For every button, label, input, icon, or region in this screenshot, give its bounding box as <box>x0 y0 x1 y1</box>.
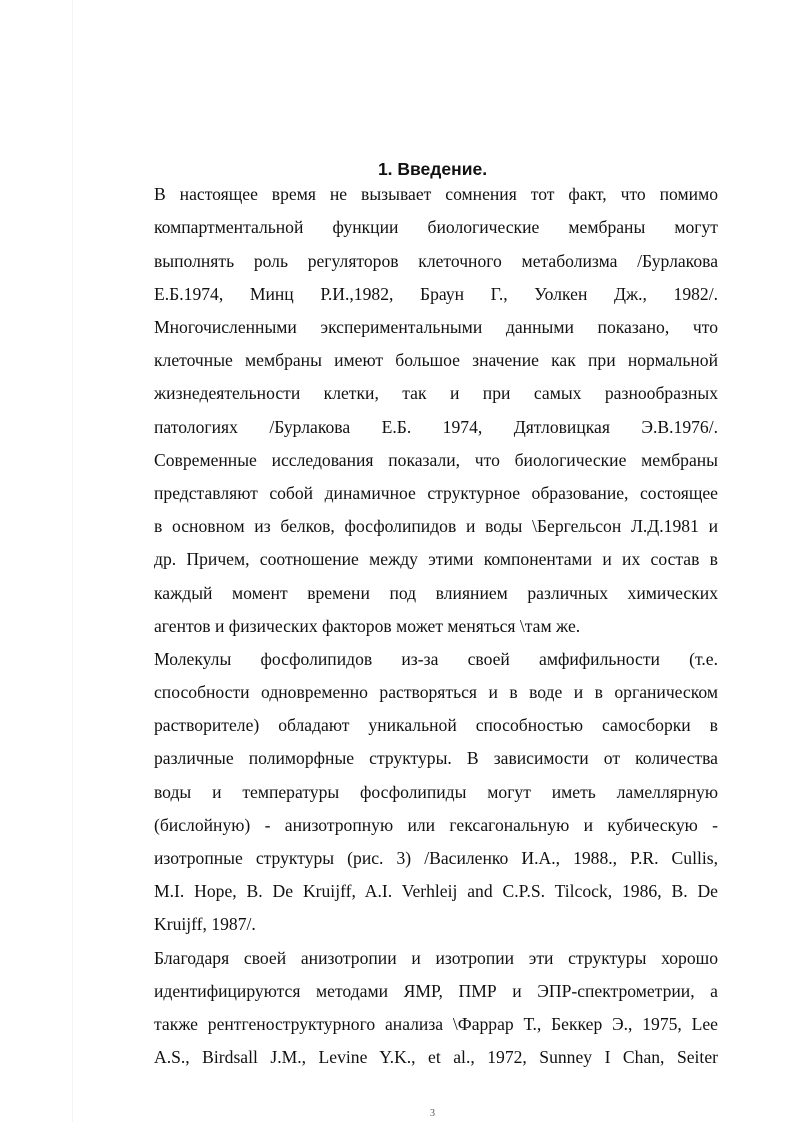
text-line: жизнедеятельности клетки, так и при самых разнообразных <box>154 383 718 403</box>
text-line: компартментальной функции биологические мембраны могут <box>154 217 718 237</box>
text-line: Е.Б.1974, Минц Р.И.,1982, Браун Г., Уолкен Дж., 1982/. <box>154 284 718 304</box>
text-line: Благодаря своей анизотропии и изотропии эти структуры хорошо <box>154 948 718 968</box>
text-line: способности одновременно растворяться и в воде и в органическом <box>154 682 718 702</box>
text-line: растворителе) обладают уникальной способностью самосборки в <box>154 715 718 735</box>
text-line: (бислойную) - анизотропную или гексагональную и кубическую - <box>154 815 718 835</box>
text-line: также рентгеноструктурного анализа \Фаррар Т., Беккер Э., 1975, Lee <box>154 1014 718 1034</box>
text-line: клеточные мембраны имеют большое значение как при нормальной <box>154 350 718 370</box>
section-heading: 1. Введение. <box>377 159 488 179</box>
page-number: 3 <box>430 1108 435 1119</box>
text-line: Многочисленными экспериментальными данными показано, что <box>154 317 718 337</box>
text-line: A.S., Birdsall J.M., Levine Y.K., et al., 1972, Sunney I Chan, Seiter <box>154 1047 718 1067</box>
text-line: различные полиморфные структуры. В зависимости от количества <box>154 748 718 768</box>
text-line: идентифицируются методами ЯМР, ПМР и ЭПР-спектрометрии, а <box>154 981 718 1001</box>
text-line: Kruijff, 1987/. <box>154 914 256 934</box>
text-line: патологиях /Бурлакова Е.Б. 1974, Дятловицкая Э.В.1976/. <box>154 417 718 437</box>
text-line: M.I. Hope, B. De Kruijff, A.I. Verhleij and C.P.S. Tilcock, 1986, B. De <box>154 881 718 901</box>
text-line: В настоящее время не вызывает сомнения тот факт, что помимо <box>154 184 718 204</box>
text-line: представляют собой динамичное структурное образование, состоящее <box>154 483 718 503</box>
text-line: каждый момент времени под влиянием различных химических <box>154 583 718 603</box>
text-line: др. Причем, соотношение между этими компонентами и их состав в <box>154 549 718 569</box>
text-line: воды и температуры фосфолипиды могут иметь ламеллярную <box>154 782 718 802</box>
text-line: в основном из белков, фосфолипидов и воды \Бергельсон Л.Д.1981 и <box>154 516 718 536</box>
text-line: агентов и физических факторов может меняться \там же. <box>154 616 581 636</box>
text-line: выполнять роль регуляторов клеточного метаболизма /Бурлакова <box>154 251 718 271</box>
text-line: Молекулы фосфолипидов из-за своей амфифильности (т.е. <box>154 649 718 669</box>
text-line: Современные исследования показали, что биологические мембраны <box>154 450 718 470</box>
text-line: изотропные структуры (рис. 3) /Василенко И.А., 1988., P.R. Cullis, <box>154 848 718 868</box>
